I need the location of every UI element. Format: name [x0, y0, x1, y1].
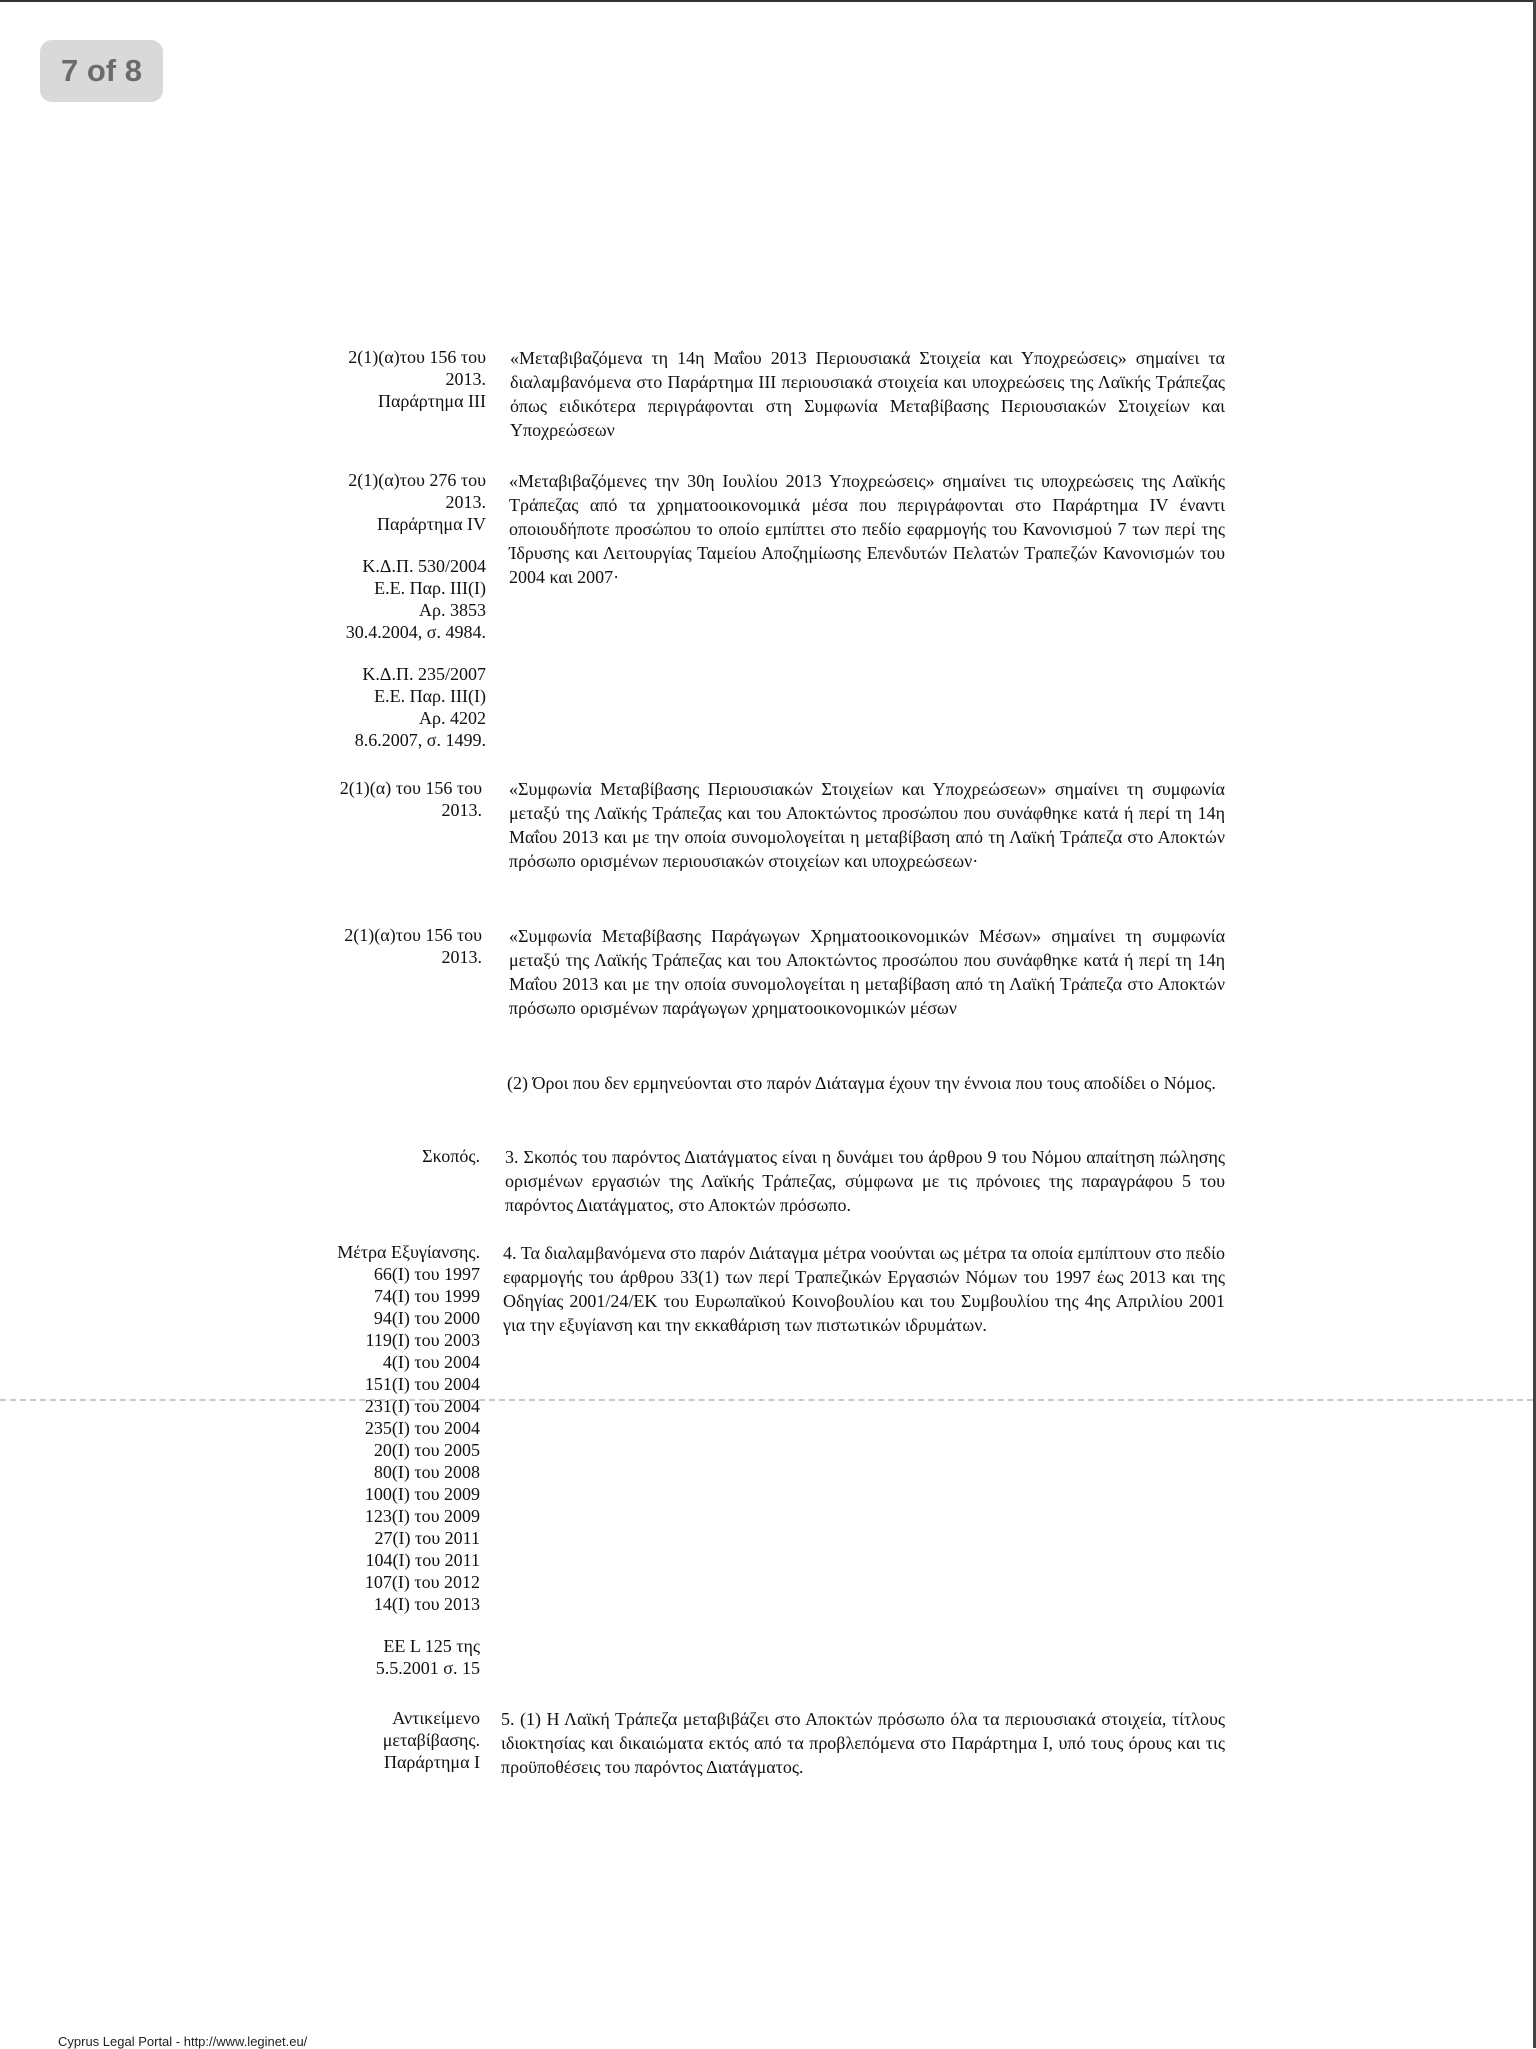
entry-text: 5. (1) Η Λαϊκή Τράπεζα μεταβιβάζει στο Αποκτών πρόσωπο όλα τα περιουσιακά στοιχεία, τίτλους ιδιοκτησίας και δικαιώματα εκτός από τα προβλεπόμενα στο Παράρτημα I, υπό τους όρους και τις προϋποθέσεις του παρόντος Διατάγματος. — [501, 1709, 1225, 1777]
margin-heading: Αντικείμενο μεταβίβασης. Παράρτημα I — [382, 1708, 480, 1772]
margin-reference: 2(1)(α)του 156 του 2013. — [344, 925, 482, 967]
entry-text: 4. Τα διαλαμβανόμενα στο παρόν Διάταγμα μέτρα νοούνται ως μέτρα τα οποία εμπίπτουν στο πεδίο εφαρμογής του άρθρου 33(1) των περί Τραπεζικών Εργασιών Νόμων του 1997 έως 2013 και της Οδηγίας 2001/24/ΕΚ του Ευρωπαϊκού Κοινοβουλίου και του Συμβουλίου της 4ης Απριλίου 2001 για την εξυγίανση και την εκκαθάριση των πιστωτικών ιδρυμάτων. — [503, 1243, 1225, 1335]
margin-reference: 2(1)(α)του 156 του 2013. Παράρτημα III — [348, 347, 486, 411]
page-indicator-badge: 7 of 8 — [40, 40, 163, 102]
entry-text: «Μεταβιβαζόμενες την 30η Ιουλίου 2013 Υποχρεώσεις» σημαίνει τις υποχρεώσεις της Λαϊκής Τράπεζας από τα χρηματοοικονομικά μέσα που περιγράφονται στο Παράρτημα IV έναντι οποιουδήποτε προσώπου το οποίο εμπίπτει στο πεδίο εφαρμογής του Κανονισμού 7 των περί της Ίδρυσης και Λειτουργίας Ταμείου Αποζημίωσης Επενδυτών Πελατών Τραπεζών Κανονισμών του 2004 και 2007· — [509, 471, 1225, 587]
margin-heading: Σκοπός. — [422, 1146, 480, 1166]
entry-text: «Συμφωνία Μεταβίβασης Παράγωγων Χρηματοοικονομικών Μέσων» σημαίνει τη συμφωνία μεταξύ της Λαϊκής Τράπεζας και του Αποκτώντος προσώπου που συνάφθηκε κατά ή περί τη 14η Μαΐου 2013 και με την οποία συνομολογείται η μεταβίβαση από τη Λαϊκή Τράπεζα στο Αποκτών πρόσωπο ορισμένων παράγωγων χρηματοοικονομικών μέσων — [509, 926, 1225, 1018]
page-frame-top — [0, 0, 1536, 2]
scan-fold-line — [0, 1399, 1533, 1401]
margin-heading: Μέτρα Εξυγίανσης. 66(I) του 1997 74(I) του 1999 94(I) του 2000 119(I) του 2003 4(I) του 2004 151(I) του 2004 231(I) του 2004 235(I) του 2004 20(I) του 2005 80(I) του 2008 100(I) του 2009 123(I) του 2009 27(I) του 2011 104(I) του 2011 107(I) του 2012 14(I) του 2013 ΕΕ L 125 της 5.5.2001 σ. 15 — [337, 1242, 480, 1678]
entry-text: «Συμφωνία Μεταβίβασης Περιουσιακών Στοιχείων και Υποχρεώσεων» σημαίνει τη συμφωνία μεταξύ της Λαϊκής Τράπεζας και του Αποκτώντος προσώπου που συνάφθηκε κατά ή περί τη 14η Μαΐου 2013 και με την οποία συνομολογείται η μεταβίβαση από τη Λαϊκή Τράπεζα στο Αποκτών πρόσωπο ορισμένων περιουσιακών στοιχείων και υποχρεώσεων· — [509, 779, 1225, 871]
margin-reference: 2(1)(α) του 156 του 2013. — [339, 778, 482, 820]
margin-reference: 2(1)(α)του 276 του 2013. Παράρτημα IV Κ.Δ.Π. 530/2004 Ε.Ε. Παρ. ΙΙΙ(Ι) Αρ. 3853 30.4.2004, σ. 4984. Κ.Δ.Π. 235/2007 Ε.Ε. Παρ. ΙΙΙ(Ι) Αρ. 4202 8.6.2007, σ. 1499. — [345, 470, 486, 750]
entry-text: (2) Όροι που δεν ερμηνεύονται στο παρόν Διάταγμα έχουν την έννοια που τους αποδίδει ο Νόμος. — [507, 1073, 1216, 1093]
entry-text: «Μεταβιβαζόμενα τη 14η Μαΐου 2013 Περιουσιακά Στοιχεία και Υποχρεώσεις» σημαίνει τα διαλαμβανόμενα στο Παράρτημα III περιουσιακά στοιχεία και υποχρεώσεις της Λαϊκής Τράπεζας όπως ειδικότερα περιγράφονται στη Συμφωνία Μεταβίβασης Περιουσιακών Στοιχείων και Υποχρεώσεων — [510, 348, 1225, 440]
entry-text: 3. Σκοπός του παρόντος Διατάγματος είναι η δυνάμει του άρθρου 9 του Νόμου απαίτηση πώλησης ορισμένων εργασιών της Λαϊκής Τράπεζας, σύμφωνα με τις πρόνοιες της παραγράφου 5 του παρόντος Διατάγματος, στο Αποκτών πρόσωπο. — [505, 1147, 1225, 1215]
page-footer: Cyprus Legal Portal - http://www.leginet.eu/ — [58, 2034, 308, 2049]
